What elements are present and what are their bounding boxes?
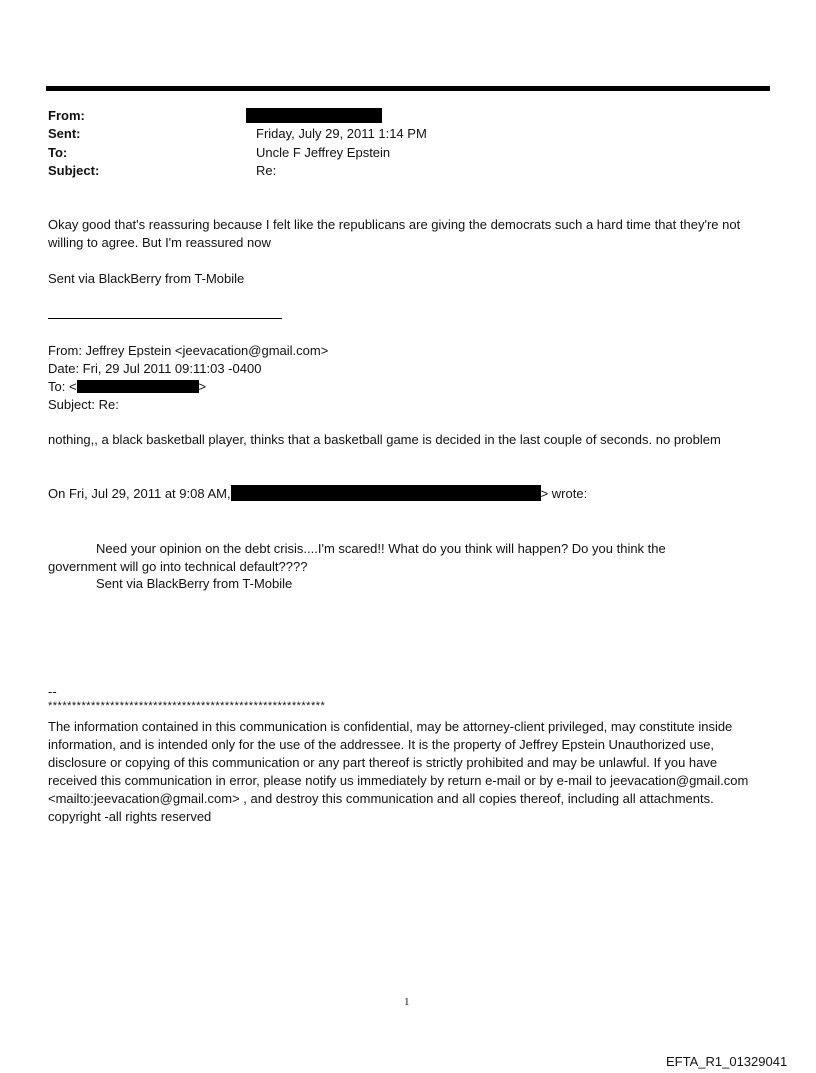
disclaimer-stars: ********************************************************** <box>48 700 326 712</box>
reply-signature: Sent via BlackBerry from T-Mobile <box>48 271 245 286</box>
to-label: To: <box>48 145 68 160</box>
redacted-to <box>77 380 199 393</box>
disclaimer-dashes: -- <box>48 684 57 699</box>
quoted-to-prefix: To: < <box>48 379 77 394</box>
disclaimer-text: The information contained in this communication is confidential, may be attorney-client privileged, may constitute inside information, and is intended only for the use of the addressee. It is the property of Jeffrey Epstein Unauthorized use, disclosure or copying of this communication or any part thereof is strictly prohibited and may be unlawful. If you have received this communication in error, please notify us immediately by return e-mail or by e-mail to jeevacation@gmail.com <mailto:jeevacation@gmail.com> , and destroy this communication and all copies thereof, including all attachments. copyright -all rights reserved <box>48 719 749 824</box>
redacted-sender <box>231 485 541 501</box>
reply-text: Okay good that's reassuring because I felt like the republicans are giving the democrats such a hard time that they're not willing to agree. But I'm reassured now <box>48 217 741 250</box>
subject-label: Subject: <box>48 163 100 178</box>
wrote-suffix: > wrote: <box>540 486 588 501</box>
to-value: Uncle F Jeffrey Epstein <box>256 145 391 160</box>
page-number: 1 <box>404 996 410 1008</box>
quoted-to <box>48 379 206 394</box>
document-id: EFTA_R1_01329041 <box>666 1054 788 1069</box>
quoted-subject: Subject: Re: <box>48 397 119 412</box>
original-message: Need your opinion on the debt crisis....I'm scared!! What do you think will happen? Do you think the government will go into technical default???? <box>48 541 666 574</box>
wrote-line <box>48 485 587 501</box>
wrote-prefix: On Fri, Jul 29, 2011 at 9:08 AM, <box>48 486 231 501</box>
separator-line <box>48 318 282 319</box>
subject-value: Re: <box>256 163 277 178</box>
quoted-from: From: Jeffrey Epstein <jeevacation@gmail.com> <box>48 343 329 358</box>
quoted-to-suffix: > <box>198 379 207 394</box>
redacted-from <box>246 108 382 123</box>
original-signature: Sent via BlackBerry from T-Mobile <box>96 576 293 591</box>
sent-value: Friday, July 29, 2011 1:14 PM <box>256 126 427 141</box>
from-label: From: <box>48 108 85 123</box>
sent-label: Sent: <box>48 126 81 141</box>
top-rule <box>46 86 770 91</box>
quoted-date: Date: Fri, 29 Jul 2011 09:11:03 -0400 <box>48 361 262 376</box>
quoted-message: nothing,, a black basketball player, thinks that a basketball game is decided in the last couple of seconds. no problem <box>48 432 721 447</box>
